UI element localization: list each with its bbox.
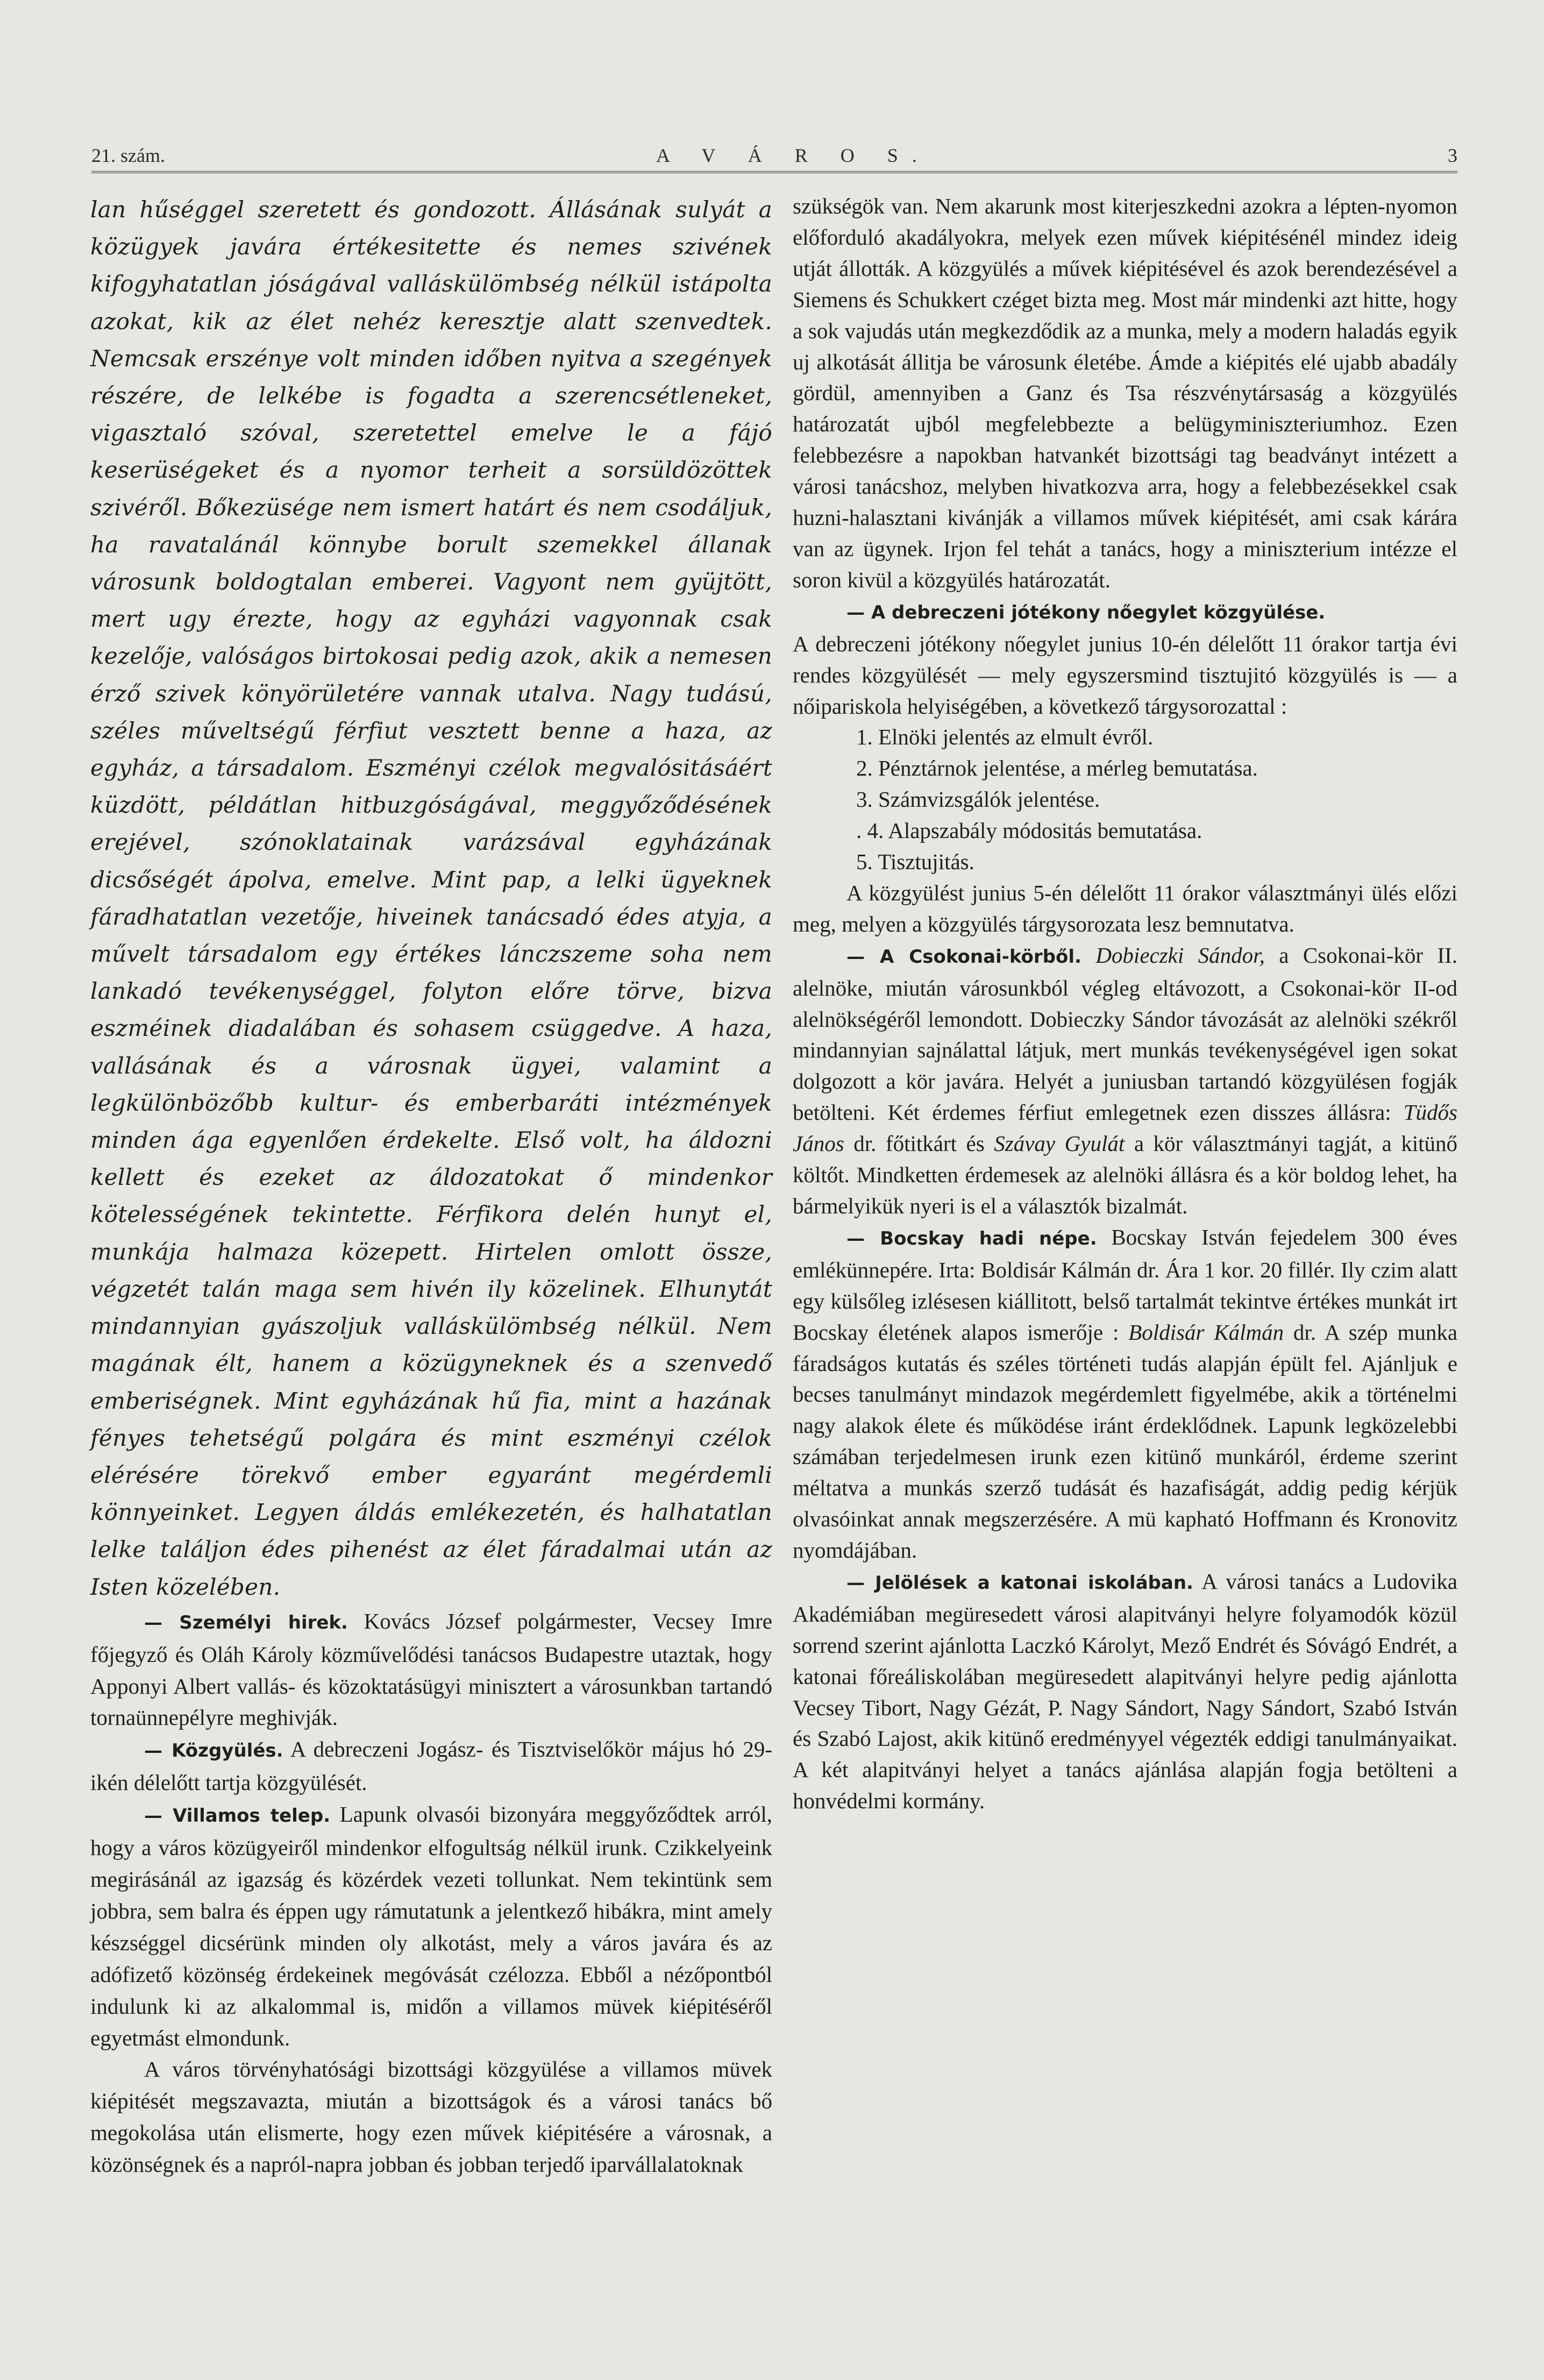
article-jelolesek [793,1566,1457,1817]
left-column [90,191,772,2180]
article-text: Bocskay István fejedelem 300 éves emlékünnepére. Irta: Boldisár Kálmán dr. Ára 1 kor. 20 fillér. Ily czim alatt egy külsőleg izlésesen kiállitott, belső tartalmát tekintve értékes munkát irt Bocskay életének alapos ismerője : [793,1224,1457,1345]
agenda-item: 5. Tisztujitás. [856,849,974,875]
article-szemelyi-hirek [90,1605,772,1734]
villamos-telep-continuation: szükségök van. Nem akarunk most kiterjeszkedni azokra a lépten-nyomon előforduló akadályokra, melyek ezen művek kiépitésénél mindez ideig utját állották. A közgyülés a művek kiépitésével és azok berendezésével a Siemens és Schukkert czéget bizta meg. Most már mindenki azt hitte, hogy a sok vajudás után megkezdődik az a munka, mely a modern haladás egyik uj alkotását állitja be városunk életébe. Ámde a kiépités elé ujabb abadály gördül, amennyiben a Ganz és Tsa részvénytársaság a közgyülés határozatát ujból megfelebbezte a belügyminiszteriumhoz. Ezen felebbezésre a napokban hatvankét bizottsági tag beadványt intézett a városi tanácshoz, melyben hivatkozva arra, hogy a felebbezésekkel csak huzni-halasztani kivánják a villamos művek kiépitését, ami csak kárára van az ügynek. Irjon fel tehát a tanács, hogy a miniszterium intézze el soron kivül a közgyülés határozatát. [793,194,1457,592]
article-text: A városi tanács a Ludovika Akadémiában megüresedett városi alapitványi helyre folyamodók közül sorrend szerint ajánlotta Laczkó Károlyt, Mező Endrét és Sóvágó Endrét, a katonai főreáliskolában megüresedett alapitványi helyre pedig ajánlotta Vecsey Tibort, Nagy Gézát, P. Nagy Sándort, Nagy Sándort, Szabó István és Szabó Lajost, akik kitünő eredményyel végezték eddigi tanulmányaikat. A két alapitványi helyet a tanács ajánlása alapján fogja betölteni a honvédelmi kormány. [793,1568,1457,1814]
article-text: A debreczeni jótékony nőegylet junius 10-én délelőtt 11 órakor tartja évi rendes közgyülését — mely egyszersmind tisztujitó közgyülés is — a nőipariskola helyiségében, a következő tárgysorozattal : [793,631,1457,719]
article-text: dr. főtitkárt és [853,1131,985,1156]
person-name: Szávay Gyulát [994,1131,1125,1156]
article-kozgyules [90,1734,772,1799]
agenda-item: . 4. Alapszabály módositás bemutatása. [856,818,1203,843]
right-column [793,191,1457,1817]
article-villamos-telep-continued: A város törvényhatósági bizottsági közgyülése a villamos müvek kiépitését megszavazta, miután a bizottságok és a városi tanács bő megokolása után elismerte, hogy ezen művek kiépitésére a városnak, a közönségnek és a napról-napra jobban és jobban terjedő iparvállalatoknak [90,2057,772,2177]
article-csokonai-kor [793,940,1457,1222]
article-heading: — Közgyülés. [144,1740,283,1762]
article-heading: — Jelölések a katonai iskolában. [846,1572,1193,1594]
article-text: a kör választmányi tagját, a kitünő költőt. Mindketten érdemesek az alelnöki állásra és a kör boldog lehet, ha bármelyikük nyeri is el a választók bizalmát. [793,1131,1458,1218]
agenda-item: 1. Elnöki jelentés az elmult évről. [856,724,1154,750]
article-heading: — A debreczeni jótékony nőegylet közgyülése. [846,601,1326,623]
article-villamos-telep [90,1799,772,2054]
person-name: Tüdős János [793,1100,1458,1156]
person-name: Boldisár Kálmán [1128,1319,1284,1345]
article-text: Kovács József polgármester, Vecsey Imre főjegyző és Oláh Károly közművelődési tanácsos Budapestre utaztak, hogy Apponyi Albert vallás- és közoktatásügyi minisztert a városunkban tartandó tornaünnepélyre meghivják. [90,1608,772,1730]
article-heading: — Villamos telep. [144,1805,331,1827]
article-heading: — A Csokonai-körből. [846,946,1081,968]
article-text: dr. A szép munka fáradságos kutatás és széles történeti tudás alapján épült fel. Ajánljuk e becses tanulmányt mindazok megérdemlett figyelmébe, akik a történelmi nagy alakok élete és működése iránt érdeklődnek. Lapunk legközelebbi számában terjedelmesen irunk ezen kitünő munkáról, érdeme szerint méltatva a munkás szerző tudását és hazafiságát, addig pedig kérjük olvasóinkat annak megszerzésére. A mü kapható Hoffmann és Kronovitz nyomdájában. [793,1319,1458,1562]
newspaper-title: A V Á R O S. [656,145,931,166]
article-text: a Csokonai-kör II. alelnöke, miután városunkból végleg eltávozott, a Csokonai-kör II-od alelnökségéről lemondott. Dobieczky Sándor távozását az alelnöki székről mindannyian sajnálattal látjuk, mert munkás tevékenységével igen sokat dolgozott a kör javára. Helyét a juniusban tartandó közgyülésen fogják betölteni. Két érdemes férfiut emlegetnek ezen disszes állásra: [793,942,1457,1125]
agenda-list [793,722,1457,878]
article-heading: — Személyi hirek. [144,1611,348,1633]
article-text: Lapunk olvasói bizonyára meggyőződtek arról, hogy a város közügyeiről mindenkor elfogultság nélkül irunk. Czikkelyeink megirásánál az igazság és közérdek vezeti tollunkat. Nem tekintünk sem jobbra, sem balra és éppen ugy rámutatunk a jelentkező hibákra, mint amely készséggel dicsérünk minden oly alkotást, mely a város javára és az adófizető közönség érdekeinek megóvását czélozza. Ebből a nézőpontból indulunk ki az alkalommal is, midőn a villamos müvek kiépitéséről egyetmást elmondunk. [90,1802,773,2050]
agenda-item: 2. Pénztárnok jelentése, a mérleg bemutatása. [856,756,1258,781]
agenda-item: 3. Számvizsgálók jelentése. [856,787,1100,812]
issue-number: 21. szám. [91,145,165,166]
article-text: A debreczeni Jogász- és Tisztviselőkör május hó 29-ikén délelőtt tartja közgyülését. [90,1737,772,1795]
header-rule [91,171,1457,173]
article-bocskay [793,1222,1457,1566]
article-noegylet [793,596,1457,629]
article-text: A közgyülést junius 5-én délelőtt 11 órakor választmányi ülés előzi meg, melyen a közgyülés tárgysorozata lesz bemnutatva. [793,880,1457,936]
article-heading: — Bocskay hadi népe. [846,1227,1097,1249]
obituary-text: lan hűséggel szeretett és gondozott. Állásának sulyát a közügyek javára értékesitette és nemes szivének kifogyhatatlan jóságával valláskülömbség nélkül istápolta azokat, kik az élet nehéz keresztje alatt szenvedtek. Nemcsak erszénye volt minden időben nyitva a szegények részére, de lelkébe is fogadta a szerencsétleneket, vigasztaló szóval, szeretettel emelve le a fájó keserüségeket és a nyomor terheit a sorsüldözöttek szivéről. Bőkezüsége nem ismert határt és nem csodáljuk, ha ravatalánál könnybe borult szemekkel állanak városunk boldogtalan emberei. Vagyont nem gyüjtött, mert ugy érezte, hogy az egyházi vagyonnak csak kezelője, valóságos birtokosai pedig azok, akik a nemesen érző szivek könyörületére vannak utalva. Nagy tudású, széles műveltségű férfiut vesztett benne a haza, az egyház, a társadalom. Eszményi czélok megvalósitásáért küzdött, példátlan hitbuzgóságával, meggyőződésének erejével, szónoklatainak varázsával egyházának dicsőségét ápolva, emelve. Mint pap, a lelki ügyeknek fáradhatatlan vezetője, hiveinek tanácsadó édes atyja, a művelt társadalom egy értékes lánczszeme soha nem lankadó tevékenységgel, folyton előre törve, bizva eszméinek diadalában és sohasem csüggedve. A haza, vallásának és a városnak ügyei, valamint a legkülönbözőbb kultur- és emberbaráti intézmények minden ága egyenlően érdekelte. Első volt, ha áldozni kellett és ezeket az áldozatokat ő mindenkor kötelességének tekintette. Férfikora delén hunyt el, munkája halmaza közepett. Hirtelen omlott össze, végzetét talán maga sem hivén ily közelinek. Elhunytát mindannyian gyászoljuk valláskülömbség nélkül. Nem magának élt, hanem a közügyneknek és a szenvedő emberiségnek. Mint egyházának hű fia, mint a hazának fényes tehetségű polgára és mint eszményi czélok elérésére törekvő ember egyaránt megérdemli könnyeinket. Legyen áldás emlékezetén, és halhatatlan lelke találjon édes pihenést az élet fáradalmai után az Isten közelében. [90,196,772,1600]
page-number: 3 [1448,145,1457,166]
person-name: Dobieczki Sándor, [1095,942,1265,968]
